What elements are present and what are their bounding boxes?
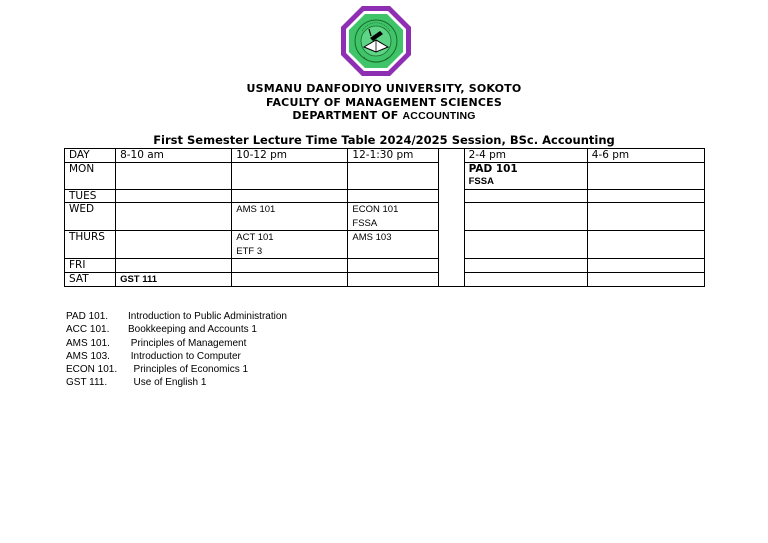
slot-cell [348, 231, 438, 259]
legend-code: ECON 101. [66, 364, 118, 376]
slot-cell [348, 272, 438, 286]
timetable [64, 148, 705, 287]
legend-item [66, 363, 287, 376]
slot-cell [587, 162, 704, 189]
university-name: USMANU DANFODIYO UNIVERSITY, SOKOTO [246, 82, 522, 95]
slot-cell [348, 189, 438, 203]
legend-code: AMS 101. [66, 337, 110, 349]
legend-name: Use of English 1 [128, 377, 207, 389]
day-cell: SAT [65, 272, 116, 286]
course-code: PAD 101 [468, 162, 518, 175]
course-code: GST 111 [120, 273, 158, 285]
slot-cell [464, 162, 587, 189]
slot-cell [587, 231, 704, 259]
slot-cell [116, 272, 232, 286]
venue: FSSA [352, 217, 378, 229]
slot-cell [232, 231, 348, 259]
break-column [438, 149, 464, 287]
table-row [65, 189, 705, 203]
venue: ETF 3 [236, 245, 263, 257]
day-cell: MON [65, 162, 116, 189]
course-code: ECON 101 [352, 204, 399, 215]
column-header: DAY [65, 149, 116, 163]
table-row [65, 162, 705, 189]
slot-cell [587, 272, 704, 286]
university-crest-icon [340, 5, 412, 77]
legend-name: Introduction to Computer [128, 350, 241, 362]
table-row [65, 203, 705, 231]
legend-code: GST 111. [66, 377, 108, 389]
course-code: AMS 101 [236, 204, 276, 215]
course-code: ACT 101 [236, 232, 274, 243]
day-cell: WED [65, 203, 116, 231]
slot-cell [232, 203, 348, 231]
table-header-row [65, 149, 705, 163]
venue: FSSA [468, 176, 494, 187]
legend-code: AMS 103. [66, 350, 110, 362]
day-cell: FRI [65, 259, 116, 273]
table-row [65, 259, 705, 273]
department-line [0, 109, 768, 124]
legend-name: Bookkeeping and Accounts 1 [128, 324, 257, 336]
legend-item [66, 323, 287, 336]
slot-cell [587, 259, 704, 273]
slot-cell [348, 259, 438, 273]
legend-item [66, 376, 287, 389]
slot-cell [464, 189, 587, 203]
slot-cell [232, 189, 348, 203]
legend-item [66, 350, 287, 363]
legend-name: Principles of Economics 1 [128, 364, 249, 376]
slot-cell [348, 162, 438, 189]
slot-cell [116, 259, 232, 273]
slot-cell [116, 189, 232, 203]
slot-cell [232, 272, 348, 286]
slot-cell [464, 272, 587, 286]
slot-cell [348, 203, 438, 231]
slot-cell [464, 203, 587, 231]
timetable-title: First Semester Lecture Time Table 2024/2025 Session, BSc. Accounting [153, 133, 615, 147]
slot-cell [464, 259, 587, 273]
day-cell: TUES [65, 189, 116, 203]
legend-code: PAD 101. [66, 311, 109, 322]
table-row [65, 231, 705, 259]
legend-code: ACC 101. [66, 324, 110, 336]
slot-cell [116, 231, 232, 259]
column-header: 2-4 pm [464, 149, 587, 163]
department-name: ACCOUNTING [402, 110, 476, 122]
day-cell: THURS [65, 231, 116, 259]
slot-cell [116, 162, 232, 189]
slot-cell [464, 231, 587, 259]
legend-item [66, 310, 287, 323]
slot-cell [587, 189, 704, 203]
column-header: 4-6 pm [587, 149, 704, 163]
slot-cell [232, 162, 348, 189]
slot-cell [116, 203, 232, 231]
legend-name: Introduction to Public Administration [128, 311, 287, 322]
column-header: 8-10 am [116, 149, 232, 163]
course-code: AMS 103 [352, 232, 392, 243]
faculty-name: FACULTY OF MANAGEMENT SCIENCES [266, 95, 502, 109]
document-header [0, 82, 768, 124]
legend-item [66, 337, 287, 350]
column-header: 10-12 pm [232, 149, 348, 163]
department-prefix: DEPARTMENT OF [292, 109, 399, 122]
legend-name: Principles of Management [128, 337, 247, 349]
column-header: 12-1:30 pm [348, 149, 438, 163]
course-legend [66, 310, 287, 390]
slot-cell [587, 203, 704, 231]
slot-cell [232, 259, 348, 273]
table-row [65, 272, 705, 286]
